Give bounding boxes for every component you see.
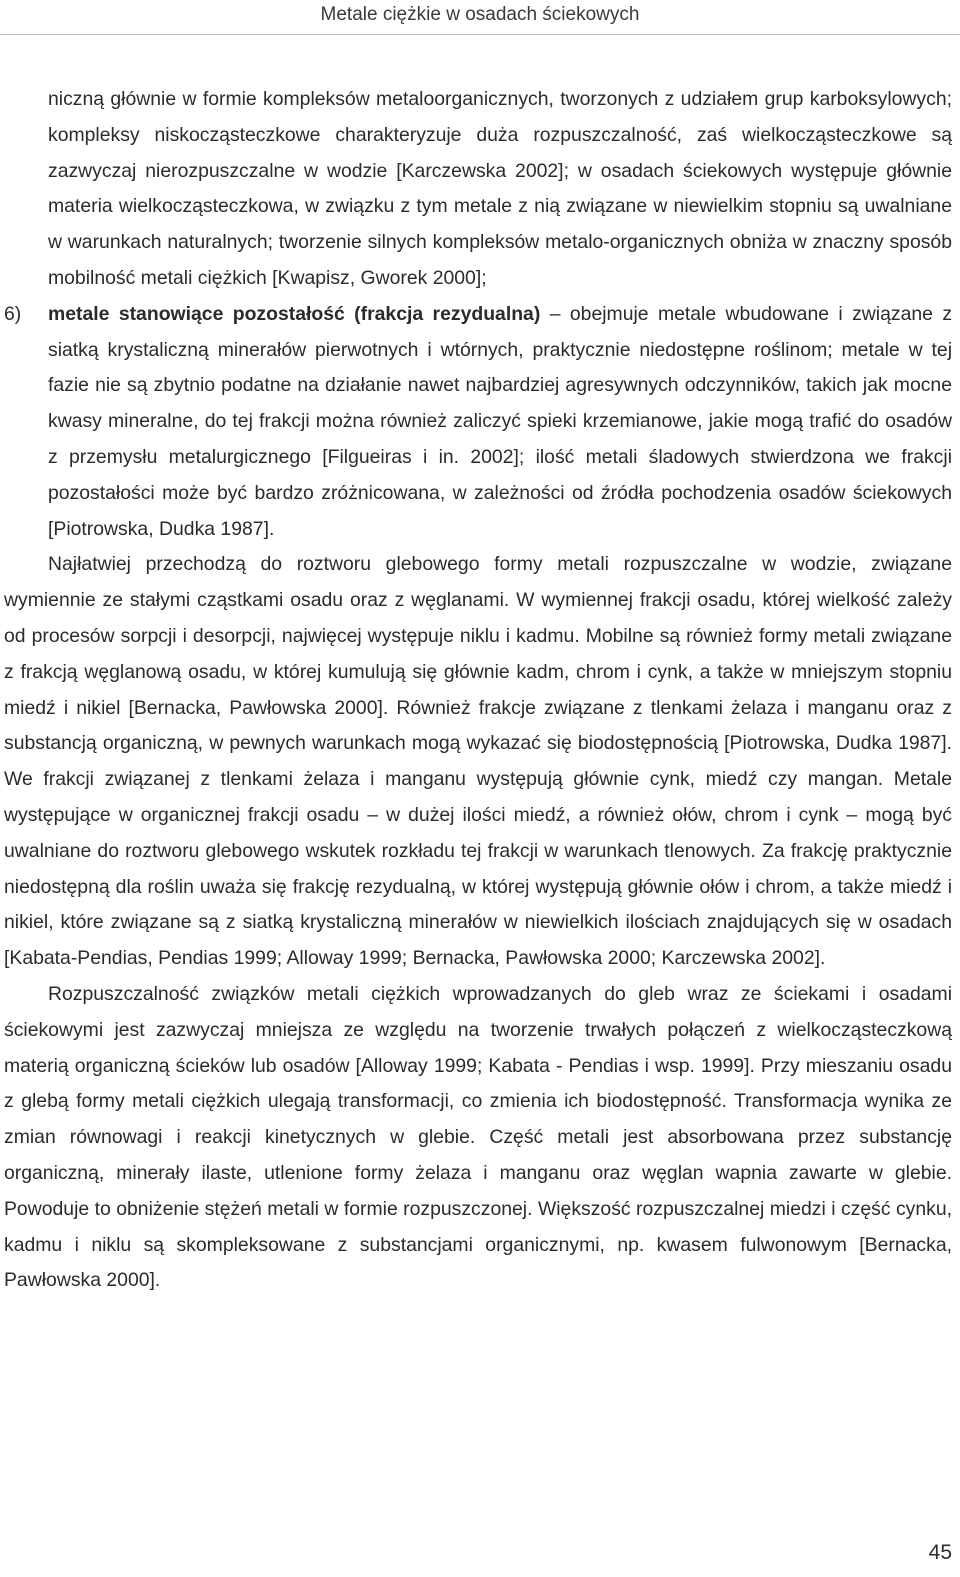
running-header-title: Metale ciężkie w osadach ściekowych: [320, 4, 640, 25]
page-number: 45: [928, 1541, 952, 1564]
list-item-number: 6): [4, 302, 22, 325]
page-body: [4, 82, 952, 1299]
list-continuation-text: niczną głównie w formie kompleksów metaloorganicznych, tworzonych z udziałem grup karboksylowych; kompleksy niskocząsteczkowe charakteryzuje duża rozpuszczalność, zaś wielkocząsteczkowe są zazwyczaj nierozpuszczalne w wodzie [Karczewska 2002]; w osadach ściekowych występuje głównie materia wielkocząsteczkowa, w związku z tym metale z nią związane w niewielkim stopniu są uwalniane w warunkach naturalnych; tworzenie silnych kompleksów metalo-organicznych obniża w znaczny sposób mobilność metali ciężkich [Kwapisz, Gworek 2000];: [48, 88, 952, 289]
list-item-6: [4, 297, 952, 548]
list-item-text: obejmuje metale wbudowane i związane z siatką krystaliczną minerałów pierwotnych i wtórnych, praktycznie niedostępne roślinom; metale w tej fazie nie są zbytnio podatne na działanie nawet najbardziej agresywnych odczynników, takich jak mocne kwasy mineralne, do tej frakcji można również zaliczyć spieki krzemianowe, jakie mogą trafić do osadów z przemysłu metalurgicznego [Filgueiras i in. 2002]; ilość metali śladowych stwierdzona we frakcji pozostałości może być bardzo zróżnicowana, w zależności od źródła pochodzenia osadów ściekowych [Piotrowska, Dudka 1987].: [48, 302, 953, 540]
list-item-term: metale stanowiące pozostałość (frakcja rezydualna): [48, 302, 541, 325]
running-header: [0, 0, 960, 35]
list-item-dash: –: [540, 302, 570, 325]
body-paragraph: Rozpuszczalność związków metali ciężkich wprowadzanych do gleb wraz ze ściekami i osadami ściekowymi jest zazwyczaj mniejsza ze względu na tworzenie trwałych połączeń z wielkocząsteczkową materią organiczną ścieków lub osadów [Alloway 1999; Kabata - Pendias i wsp. 1999]. Przy mieszaniu osadu z glebą formy metali ciężkich ulegają transformacji, co zmienia ich biodostępność. Transformacja wynika ze zmian równowagi i reakcji kinetycznych w glebie. Część metali jest absorbowana przez substancję organiczną, minerały ilaste, utlenione formy żelaza i manganu oraz węglan wapnia zawarte w glebie. Powoduje to obniżenie stężeń metali w formie rozpuszczonej. Większość rozpuszczalnej miedzi i część cynku, kadmu i niklu są skompleksowane z substancjami organicznymi, np. kwasem fulwonowym [Bernacka, Pawłowska 2000].: [4, 982, 952, 1292]
body-paragraph: Najłatwiej przechodzą do roztworu glebowego formy metali rozpuszczalne w wodzie, związane wymiennie ze stałymi cząstkami osadu oraz z węglanami. W wymiennej frakcji osadu, której wielkość zależy od procesów sorpcji i desorpcji, najwięcej występuje niklu i kadmu. Mobilne są również formy metali związane z frakcją węglanową osadu, w której kumulują się głównie kadm, chrom i cynk, a także w mniejszym stopniu miedź i nikiel [Bernacka, Pawłowska 2000]. Również frakcje związane z tlenkami żelaza i manganu oraz z substancją organiczną, w pewnych warunkach mogą wykazać się biodostępnością [Piotrowska, Dudka 1987]. We frakcji związanej z tlenkami żelaza i manganu występują głównie cynk, miedź czy mangan. Metale występujące w organicznej frakcji osadu – w dużej ilości miedź, a również ołów, chrom i cynk – mogą być uwalniane do roztworu glebowego wskutek rozkładu tej frakcji w warunkach tlenowych. Za frakcję praktycznie niedostępną dla roślin uważa się frakcję rezydualną, w której występują głównie ołów i chrom, a także miedź i nikiel, które związane są z siatką krystaliczną minerałów w niewielkich ilościach znajdujących się w osadach [Kabata-Pendias, Pendias 1999; Alloway 1999; Bernacka, Pawłowska 2000; Karczewska 2002].: [4, 553, 952, 970]
